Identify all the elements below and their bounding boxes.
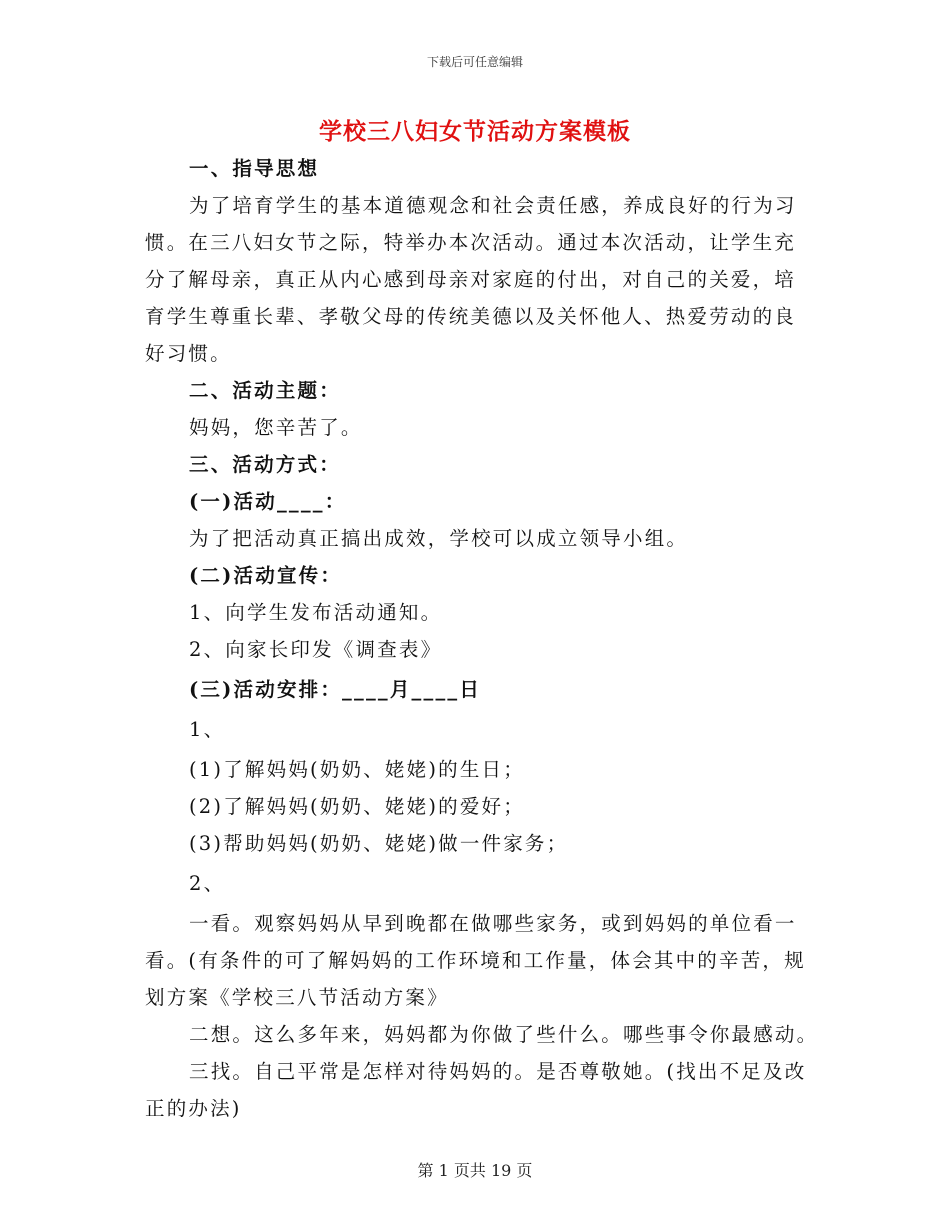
paragraph-line: 二想。这么多年来，妈妈都为你做了些什么。哪些事令你最感动。 bbox=[189, 1023, 819, 1046]
header-note: 下载后可任意编辑 bbox=[426, 55, 523, 69]
list-item: (3)帮助妈妈(奶奶、姥姥)做一件家务； bbox=[189, 832, 569, 855]
page-footer: 第 1 页共 19 页 bbox=[417, 1161, 533, 1180]
subsection-heading-activity: (一)活动____： bbox=[189, 490, 347, 513]
list-item-label: 1、 bbox=[189, 718, 226, 741]
document-body bbox=[145, 150, 819, 1127]
subsection-text: 为了把活动真正搞出成效，学校可以成立领导小组。 bbox=[189, 527, 689, 550]
list-item: 2、向家长印发《调查表》 bbox=[189, 638, 443, 661]
paragraph-line: 为了培育学生的基本道德观念和社会责任感，养成良好的行为习 bbox=[189, 194, 797, 217]
subsection-heading-schedule: (三)活动安排：____月____日 bbox=[189, 678, 482, 701]
document-title: 学校三八妇女节活动方案模板 bbox=[319, 118, 631, 145]
subsection-heading-publicity: (二)活动宣传： bbox=[189, 564, 343, 587]
list-item: (2)了解妈妈(奶奶、姥姥)的爱好； bbox=[189, 795, 525, 818]
list-item: (1)了解妈妈(奶奶、姥姥)的生日； bbox=[189, 758, 525, 781]
paragraph-line: 分了解母亲，真正从内心感到母亲对家庭的付出，对自己的关爱，培 bbox=[145, 268, 797, 291]
section-heading-guiding-thought: 一、指导思想 bbox=[189, 157, 320, 180]
list-item-label: 2、 bbox=[189, 872, 226, 895]
paragraph-line: 正的办法) bbox=[145, 1097, 242, 1120]
paragraph-line: 一看。观察妈妈从早到晚都在做哪些家务，或到妈妈的单位看一 bbox=[189, 912, 797, 935]
paragraph-line: 三找。自己平常是怎样对待妈妈的。是否尊敬她。(找出不足及改 bbox=[189, 1060, 807, 1083]
paragraph-line: 惯。在三八妇女节之际，特举办本次活动。通过本次活动，让学生充 bbox=[145, 231, 797, 254]
section-heading-method: 三、活动方式： bbox=[189, 453, 341, 476]
paragraph-line: 看。(有条件的可了解妈妈的工作环境和工作量，体会其中的辛苦，规 bbox=[145, 949, 806, 972]
section-heading-theme: 二、活动主题： bbox=[189, 379, 341, 402]
paragraph-line: 好习惯。 bbox=[145, 342, 232, 365]
list-item: 1、向学生发布活动通知。 bbox=[189, 601, 443, 624]
theme-text: 妈妈，您辛苦了。 bbox=[189, 416, 363, 439]
paragraph-line: 育学生尊重长辈、孝敬父母的传统美德以及关怀他人、热爱劳动的良 bbox=[145, 305, 797, 328]
paragraph-line: 划方案《学校三八节活动方案》 bbox=[145, 986, 449, 1009]
